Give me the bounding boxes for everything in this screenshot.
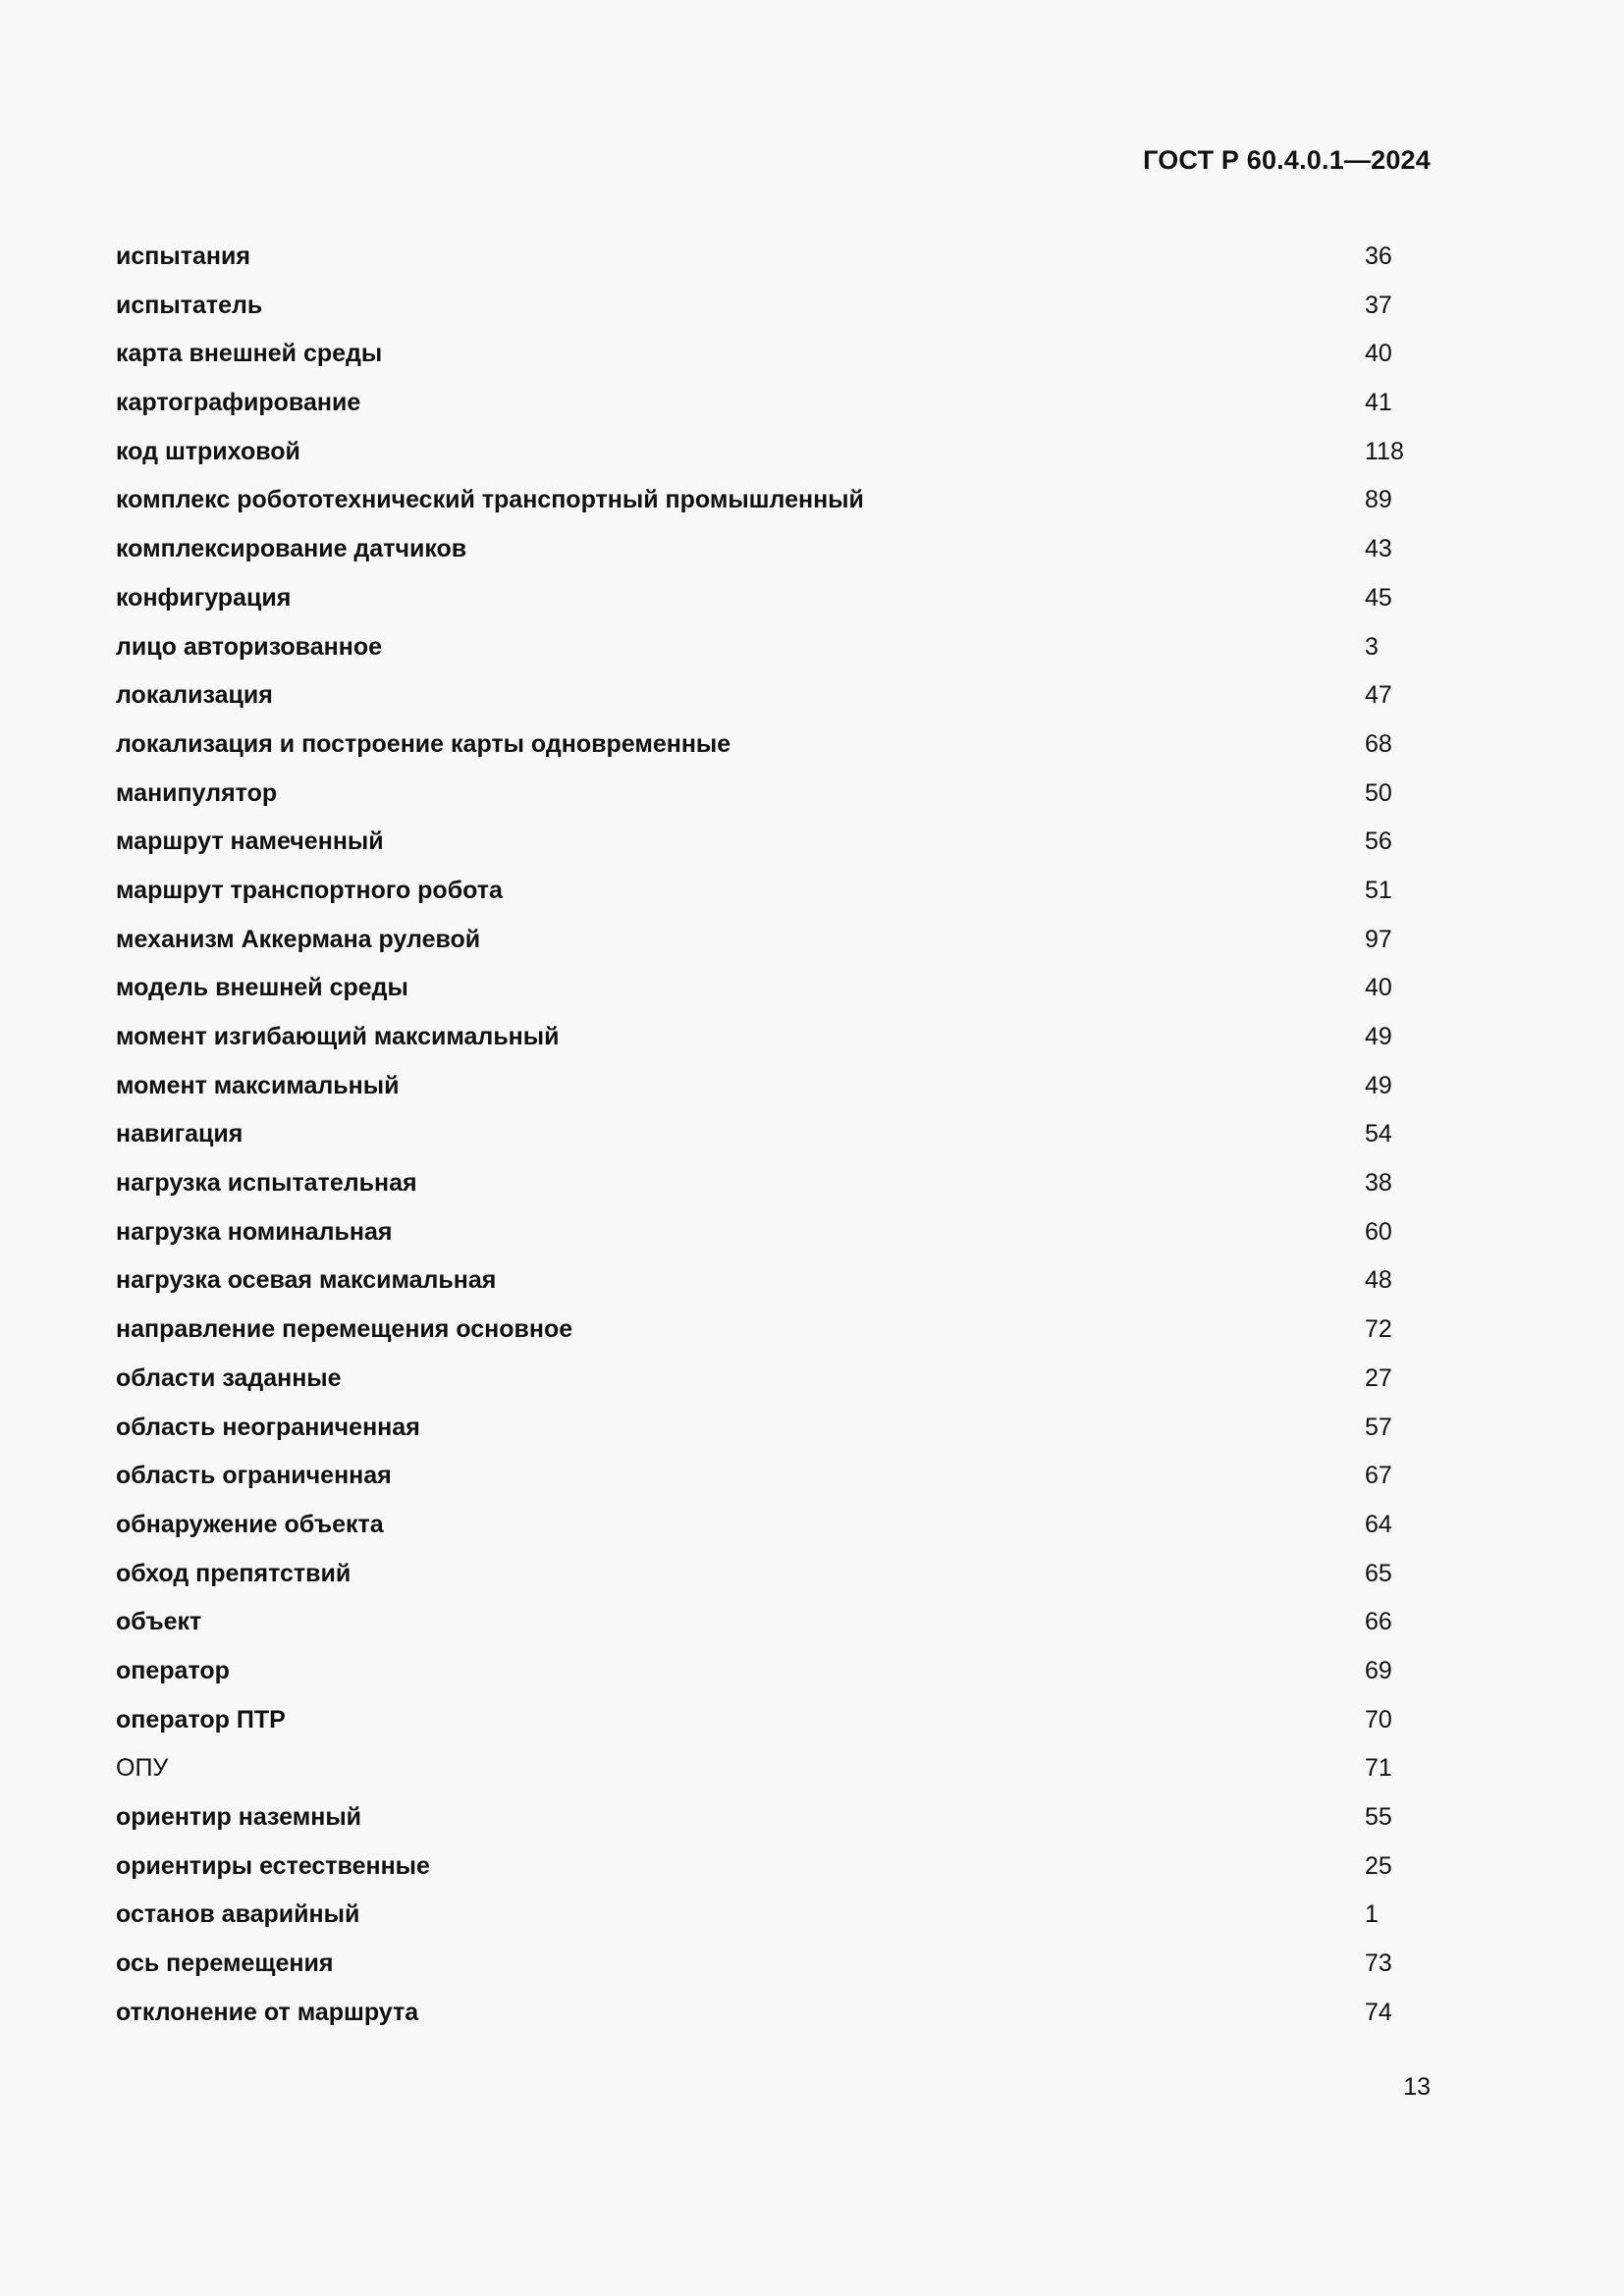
index-entry <box>116 1110 1432 1159</box>
index-entry <box>116 818 1432 867</box>
index-term-number: 73 <box>1365 1949 1392 1978</box>
index-term-number: 57 <box>1365 1413 1392 1441</box>
index-term: область ограниченная <box>116 1462 392 1490</box>
index-term-number: 64 <box>1365 1510 1392 1538</box>
index-term: нагрузка испытательная <box>116 1169 417 1198</box>
index-term-number: 72 <box>1365 1315 1392 1344</box>
index-term: маршрут намеченный <box>116 828 384 856</box>
index-term: модель внешней среды <box>116 974 408 1002</box>
index-term-number: 56 <box>1365 828 1392 856</box>
index-term-number: 65 <box>1365 1559 1392 1587</box>
index-term: оператор <box>116 1656 230 1684</box>
index-entry <box>116 1306 1432 1355</box>
index-term: области заданные <box>116 1363 342 1392</box>
index-term-number: 74 <box>1365 1998 1392 2026</box>
index-entry <box>116 330 1432 379</box>
index-term-number: 51 <box>1365 876 1392 904</box>
index-term-number: 67 <box>1365 1462 1392 1490</box>
index-term: обход препятствий <box>116 1559 352 1587</box>
index-term: ориентир наземный <box>116 1803 362 1831</box>
index-entry <box>116 1452 1432 1501</box>
index-term: картографирование <box>116 389 361 417</box>
index-term-number: 54 <box>1365 1120 1392 1148</box>
index-term: ось перемещения <box>116 1949 334 1978</box>
index-term-number: 47 <box>1365 681 1392 710</box>
index-term-number: 45 <box>1365 583 1392 612</box>
index-term: нагрузка осевая максимальная <box>116 1266 497 1295</box>
index-entry <box>116 1550 1432 1599</box>
index-entry <box>116 233 1432 282</box>
index-entry <box>116 1404 1432 1453</box>
index-entry <box>116 1842 1432 1892</box>
index-term: нагрузка номинальная <box>116 1217 393 1246</box>
term-index-list <box>116 233 1432 2037</box>
page-number: 13 <box>1403 2073 1431 2101</box>
index-term: лицо авторизованное <box>116 632 382 661</box>
index-entry <box>116 623 1432 672</box>
index-term-number: 40 <box>1365 340 1392 368</box>
index-term: отклонение от маршрута <box>116 1998 419 2026</box>
index-term: объект <box>116 1608 202 1636</box>
index-entry <box>116 379 1432 428</box>
index-term: момент максимальный <box>116 1071 400 1099</box>
index-term-number: 60 <box>1365 1217 1392 1246</box>
index-entry <box>116 671 1432 721</box>
index-entry <box>116 1013 1432 1062</box>
index-term-number: 70 <box>1365 1705 1392 1734</box>
index-entry <box>116 1793 1432 1842</box>
index-term-number: 41 <box>1365 389 1392 417</box>
index-entry <box>116 867 1432 916</box>
index-entry <box>116 1696 1432 1745</box>
index-entry <box>116 1647 1432 1696</box>
index-term-number: 43 <box>1365 535 1392 563</box>
index-term-number: 50 <box>1365 778 1392 807</box>
index-entry <box>116 1208 1432 1257</box>
index-term-number: 1 <box>1365 1900 1379 1929</box>
index-term-number: 27 <box>1365 1363 1392 1392</box>
index-term: область неограниченная <box>116 1413 420 1441</box>
index-term: конфигурация <box>116 583 292 612</box>
index-entry <box>116 721 1432 770</box>
index-entry <box>116 1355 1432 1404</box>
index-term-number: 49 <box>1365 1071 1392 1099</box>
index-term-number: 118 <box>1365 437 1404 465</box>
index-term-number: 68 <box>1365 729 1392 758</box>
index-term: маршрут транспортного робота <box>116 876 503 904</box>
index-term: комплексирование датчиков <box>116 535 467 563</box>
index-term-number: 40 <box>1365 974 1392 1002</box>
index-term-number: 38 <box>1365 1169 1392 1198</box>
index-term-number: 71 <box>1365 1754 1392 1783</box>
document-standard-code: ГОСТ Р 60.4.0.1—2024 <box>1143 145 1431 175</box>
index-term-number: 25 <box>1365 1851 1392 1880</box>
index-term: обнаружение объекта <box>116 1510 384 1538</box>
index-term-number: 97 <box>1365 925 1392 953</box>
index-entry <box>116 282 1432 331</box>
index-entry <box>116 1501 1432 1550</box>
index-entry <box>116 1256 1432 1306</box>
index-entry <box>116 1744 1432 1793</box>
index-entry <box>116 770 1432 819</box>
index-term: направление перемещения основное <box>116 1315 573 1344</box>
index-entry <box>116 1891 1432 1940</box>
index-entry <box>116 1062 1432 1111</box>
index-term: механизм Аккермана рулевой <box>116 925 481 953</box>
index-term-number: 3 <box>1365 632 1379 661</box>
index-term: код штриховой <box>116 437 300 465</box>
index-term-number: 89 <box>1365 486 1392 514</box>
index-entry <box>116 476 1432 525</box>
index-entry <box>116 525 1432 574</box>
index-term-number: 55 <box>1365 1803 1392 1831</box>
index-term-number: 36 <box>1365 242 1392 270</box>
index-term-number: 48 <box>1365 1266 1392 1295</box>
index-entry <box>116 1159 1432 1208</box>
index-term: останов аварийный <box>116 1900 360 1929</box>
index-term: манипулятор <box>116 778 278 807</box>
index-entry <box>116 916 1432 965</box>
index-term: ОПУ <box>116 1754 169 1783</box>
index-term-number: 69 <box>1365 1656 1392 1684</box>
index-term: испытания <box>116 242 250 270</box>
index-term-number: 66 <box>1365 1608 1392 1636</box>
index-term: карта внешней среды <box>116 340 383 368</box>
index-term: навигация <box>116 1120 244 1148</box>
index-term: ориентиры естественные <box>116 1851 430 1880</box>
index-entry <box>116 1989 1432 2038</box>
index-entry <box>116 428 1432 477</box>
index-term: момент изгибающий максимальный <box>116 1023 560 1050</box>
index-entry <box>116 964 1432 1013</box>
index-term-number: 49 <box>1365 1023 1392 1050</box>
index-entry <box>116 1598 1432 1647</box>
index-term: локализация и построение карты одновременные <box>116 729 731 758</box>
index-entry <box>116 574 1432 623</box>
index-term: локализация <box>116 681 273 710</box>
index-term: комплекс робототехнический транспортный промышленный <box>116 486 864 514</box>
index-term: оператор ПТР <box>116 1705 286 1734</box>
index-term: испытатель <box>116 291 263 319</box>
index-term-number: 37 <box>1365 291 1392 319</box>
index-entry <box>116 1940 1432 1989</box>
